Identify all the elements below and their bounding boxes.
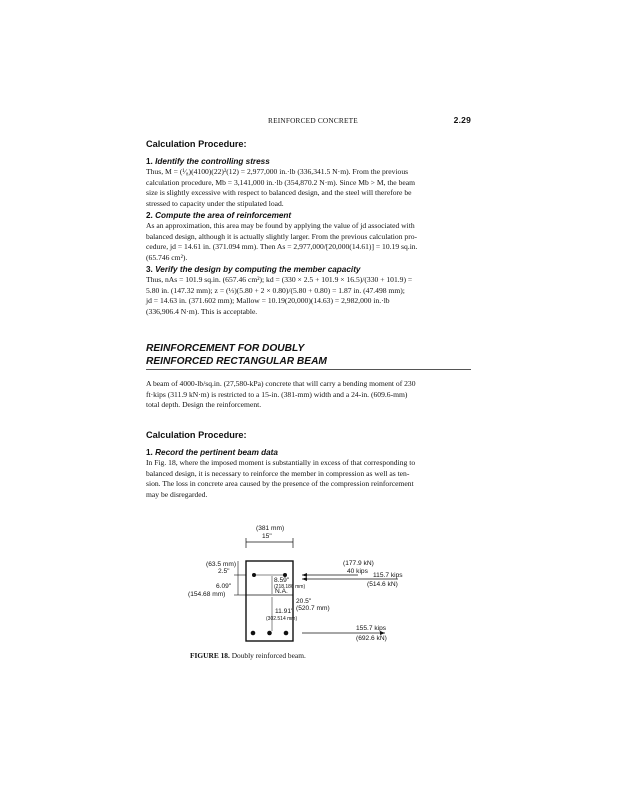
tension-bar	[267, 631, 272, 636]
width-mm-label: (381 mm)	[256, 525, 285, 532]
text-line: Thus, nAs = 101.9 sq.in. (657.46 cm²); kd = (330 × 2.5 + 101.9 × 16.5)/(330 + 101.9) =	[146, 275, 413, 284]
text-line: jd = 14.63 in. (371.602 mm); Mallow = 10.19(20,000)(14.63) = 2,982,000 in.·lb	[146, 296, 390, 306]
text-line: (65.746 cm²).	[146, 252, 188, 262]
z-in-label: 8.59"	[274, 577, 290, 584]
cover-mm-label: (63.5 mm)	[206, 561, 237, 568]
text-line: may be disregarded.	[146, 489, 208, 499]
d2-mm-label: (302.514 mm)	[266, 616, 298, 622]
text-line: As an approximation, this area may be found by applying the value of jd associated with	[146, 221, 415, 230]
step-title: Record the pertinent beam data	[155, 448, 278, 457]
section-title-line: REINFORCED RECTANGULAR BEAM	[146, 356, 327, 367]
kd-in-label: 6.09"	[216, 583, 232, 590]
text-line: total depth. Design the reinforcement.	[146, 400, 262, 410]
text-line: calculation procedure, Mb = 3,141,000 in.·lb (354,870.2 N·m). Since Mb > M, the beam	[146, 177, 416, 187]
text-line: balanced design, although it is actually slightly larger. From the previous calculation pro-	[146, 231, 418, 241]
neutral-axis-label: N.A.	[275, 588, 288, 595]
d2-in-label: 11.91"	[275, 608, 294, 615]
step-title: Verify the design by computing the member capacity	[155, 265, 361, 274]
d-in-label: 20.5"	[296, 598, 312, 605]
tension-bar	[251, 631, 256, 636]
text-line: sion. The loss in concrete area caused by the presence of the compression reinforcement	[146, 479, 414, 489]
text-line: (336,906.4 N·m). This is acceptable.	[146, 306, 258, 316]
step-number: 2.	[146, 211, 153, 220]
text-line: size is slightly excessive with respect to balanced design, and the steel will therefore be	[146, 188, 412, 198]
calc-procedure-heading: Calculation Procedure:	[146, 139, 247, 149]
z-mm-label: (218.186 mm)	[274, 584, 306, 590]
section-title-line: REINFORCEMENT FOR DOUBLY	[146, 343, 305, 354]
running-head-title: REINFORCED CONCRETE	[268, 116, 358, 125]
text-line: In Fig. 18, where the imposed moment is substantially in excess of that corresponding to	[146, 458, 416, 467]
text-line: 5.80 in. (147.32 mm); z = (⅓)(5.80 + 2 × 0.80)/(5.80 + 0.80) = 1.87 in. (47.498 mm);	[146, 285, 405, 295]
force-c2-kips-label: 115.7 kips	[373, 572, 403, 579]
text-line: cedure, jd = 14.61 in. (371.094 mm). Then As = 2,977,000/[20,000(14.61)] = 10.19 sq.in.	[146, 242, 418, 252]
step-number: 1.	[146, 448, 153, 457]
text-line: Thus, M = (¹⁄₈)(4100)(22)²(12) = 2,977,000 in.·lb (336,341.5 N·m). From the previous	[146, 167, 409, 176]
step-number: 1.	[146, 157, 153, 166]
arrow-head-icon	[302, 577, 307, 581]
cover-in-label: 2.5"	[218, 568, 230, 575]
beam-section	[246, 561, 293, 641]
figure-caption-text: Doubly reinforced beam.	[231, 651, 306, 660]
page-number: 2.29	[453, 115, 471, 125]
calc-procedure-heading: Calculation Procedure:	[146, 430, 247, 440]
force-c1-kips-label: 40 kips	[347, 568, 368, 575]
text-line: stressed to capacity under the stipulated load.	[146, 198, 284, 208]
force-t-kips-label: 155.7 kips	[356, 625, 387, 632]
figure-caption-label: FIGURE 18.	[190, 651, 230, 660]
step-title: Identify the controlling stress	[155, 157, 270, 166]
force-c2-kn-label: (514.6 kN)	[367, 581, 398, 588]
figure-caption	[190, 651, 306, 660]
step-title: Compute the area of reinforcement	[155, 211, 292, 220]
d-mm-label: (520.7 mm)	[296, 605, 330, 612]
step-number: 3.	[146, 265, 153, 274]
force-t-kn-label: (692.6 kN)	[356, 635, 387, 642]
text-line: balanced design, it is necessary to reinforce the member in compression as well as ten-	[146, 468, 410, 478]
kd-mm-label: (154.68 mm)	[188, 591, 226, 598]
width-in-label: 15"	[262, 533, 272, 540]
text-line: A beam of 4000-lb/sq.in. (27,580-kPa) concrete that will carry a bending moment of 230	[146, 379, 416, 388]
text-line: ft·kips (311.9 kN·m) is restricted to a 15-in. (381-mm) width and a 24-in. (609.6-mm)	[146, 389, 408, 399]
tension-bar	[284, 631, 289, 636]
force-c1-kn-label: (177.9 kN)	[343, 560, 374, 567]
arrow-head-icon	[302, 573, 307, 577]
